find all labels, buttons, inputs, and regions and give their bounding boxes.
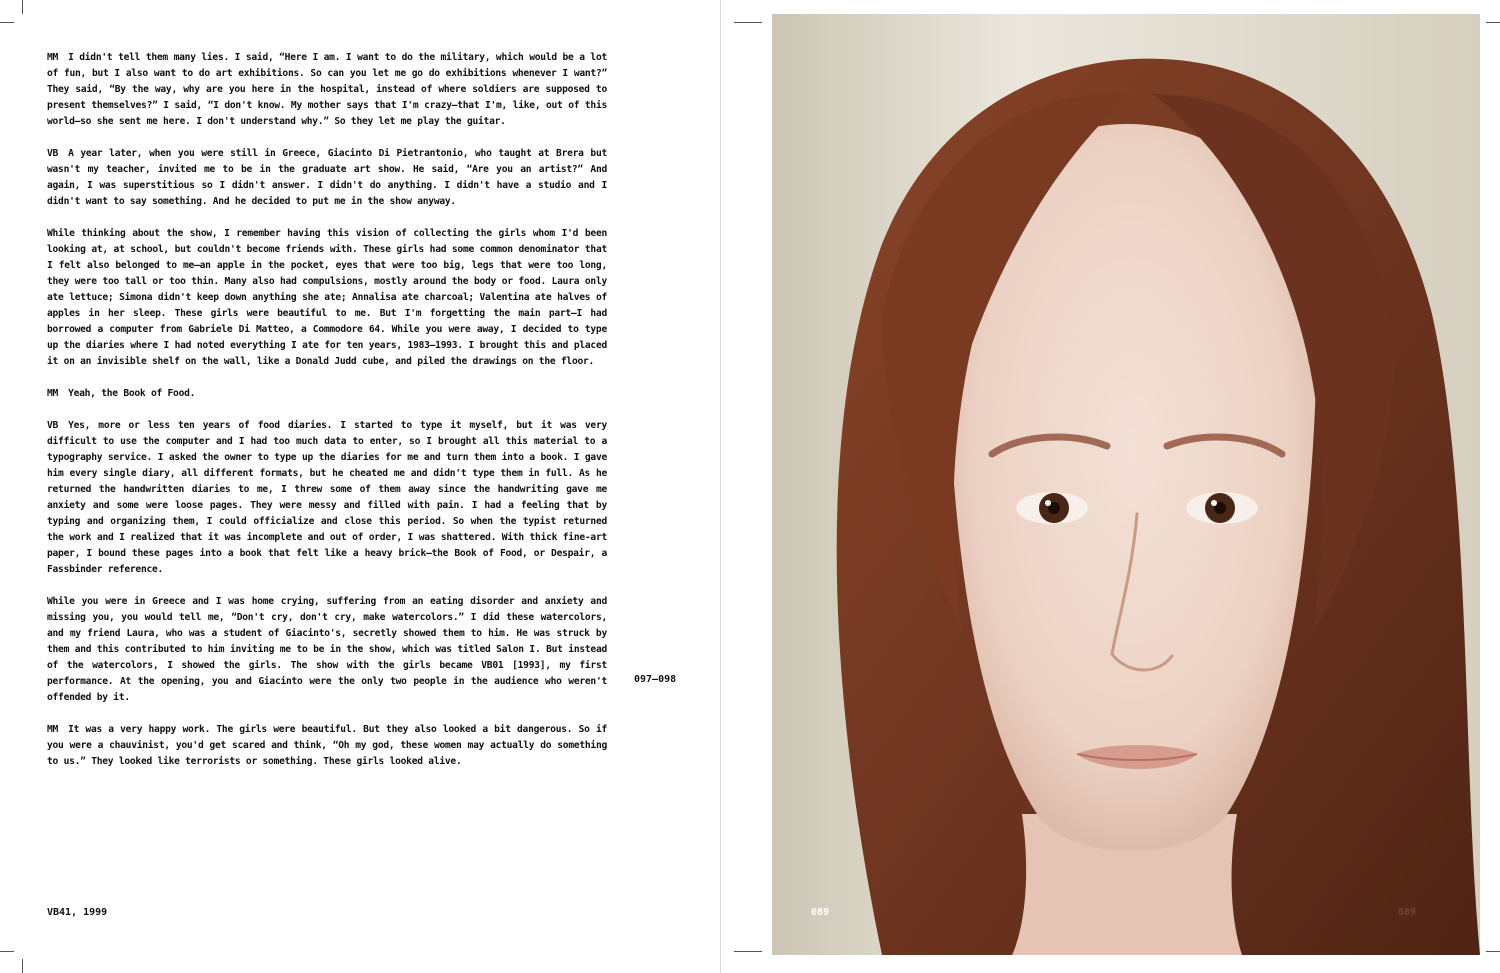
paragraph <box>47 386 607 402</box>
gutter <box>720 0 773 973</box>
crop-mark <box>1486 951 1500 952</box>
interview-text <box>47 50 607 786</box>
crop-mark <box>734 22 762 23</box>
page-number: 089 <box>811 907 830 918</box>
paragraph-text: While you were in Greece and I was home crying, suffering from an eating disorder and anxiety and missing you, you would tell me, “Don't cry, don't cry, make watercolors.” I did these watercolors, and my friend Laura, who was a student of Giacinto's, secretly showed them to him. He was struck by them and this contributed to him inviting me to be in the show, which was titled Salon I. But instead of the watercolors, I showed the girls. The show with the girls became VB01 [1993], my first performance. At the opening, you and Giacinto were the only two people in the audience who weren't offended by it. <box>47 596 607 703</box>
paragraph-text: Yes, more or less ten years of food diaries. I started to type it myself, but it was very difficult to use the computer and I had too much data to enter, so I brought all this material to a typography service. I asked the owner to type up the diaries for me and turn them into a book. I gave him every single diary, all different formats, but he cheated me and didn't type them in full. As he returned the handwritten diaries to me, I threw some of them away since the handwriting gave me anxiety and some were loose pages. They were messy and filled with pain. I had a feeling that by typing and organizing them, I could officialize and close this period. So when the typist returned the work and I realized that it was incomplete and out of order, I was shattered. With thick fine-art paper, I bound these pages into a book that felt like a heavy brick—the Book of Food, or Despair, a Fassbinder reference. <box>47 420 607 575</box>
crop-mark <box>0 22 14 23</box>
paragraph <box>47 50 607 130</box>
paragraph <box>47 418 607 578</box>
page-range-label: 097–098 <box>634 674 677 685</box>
paragraph <box>47 722 607 770</box>
paragraph <box>47 226 607 370</box>
portrait-photo <box>772 14 1480 955</box>
crop-mark <box>22 959 23 973</box>
paragraph <box>47 594 607 706</box>
speaker-initials: VB <box>47 148 59 159</box>
crop-mark <box>734 951 762 952</box>
crop-mark <box>22 0 23 14</box>
paragraph-text: It was a very happy work. The girls were beautiful. But they also looked a bit dangerous. So if you were a chauvinist, you'd get scared and think, “Oh my god, these women may actually do something to us.” They looked like terrorists or something. These girls looked alive. <box>47 724 607 767</box>
speaker-initials: MM <box>47 52 59 63</box>
portrait-illustration <box>772 14 1480 955</box>
paragraph <box>47 146 607 210</box>
crop-mark <box>0 951 14 952</box>
paragraph-text: A year later, when you were still in Greece, Giacinto Di Pietrantonio, who taught at Brera but wasn't my teacher, invited me to be in the graduate art show. He said, “Are you an artist?” And again, I was superstitious so I didn't answer. I didn't do anything. I didn't have a studio and I didn't want to say something. And he decided to put me in the show anyway. <box>47 148 607 207</box>
speaker-initials: MM <box>47 388 59 399</box>
left-page <box>0 0 720 973</box>
page-number: 089 <box>1398 907 1417 918</box>
paragraph-text: I didn't tell them many lies. I said, “Here I am. I want to do the military, which would be a lot of fun, but I also want to do art exhibitions. So can you let me go do exhibitions whenever I want?” They said, “By the way, why are you here in the hospital, instead of where soldiers are supposed to present themselves?” I said, “I don't know. My mother says that I'm crazy—that I'm, like, out of this world—so she sent me here. I don't understand why.” So they let me play the guitar. <box>47 52 607 127</box>
speaker-initials: VB <box>47 420 59 431</box>
crop-mark <box>1486 22 1500 23</box>
paragraph-text: While thinking about the show, I remember having this vision of collecting the girls whom I'd been looking at, at school, but couldn't become friends with. These girls had some common denominator that I felt also belonged to me—an apple in the pocket, eyes that were too big, legs that were too long, they were too tall or too thin. Many also had compulsions, mostly around the body or food. Laura only ate lettuce; Simona didn't keep down anything she ate; Annalisa ate charcoal; Valentina ate halves of apples in her sleep. These girls were beautiful to me. But I'm forgetting the main part—I had borrowed a computer from Gabriele Di Matteo, a Commodore 64. While you were away, I decided to type up the diaries where I had noted everything I ate for ten years, 1983–1993. I brought this and placed it on an invisible shelf on the wall, like a Donald Judd cube, and piled the drawings on the floor. <box>47 228 607 367</box>
speaker-initials: MM <box>47 724 59 735</box>
image-caption: VB41, 1999 <box>47 907 108 918</box>
paragraph-text: Yeah, the Book of Food. <box>68 388 196 399</box>
